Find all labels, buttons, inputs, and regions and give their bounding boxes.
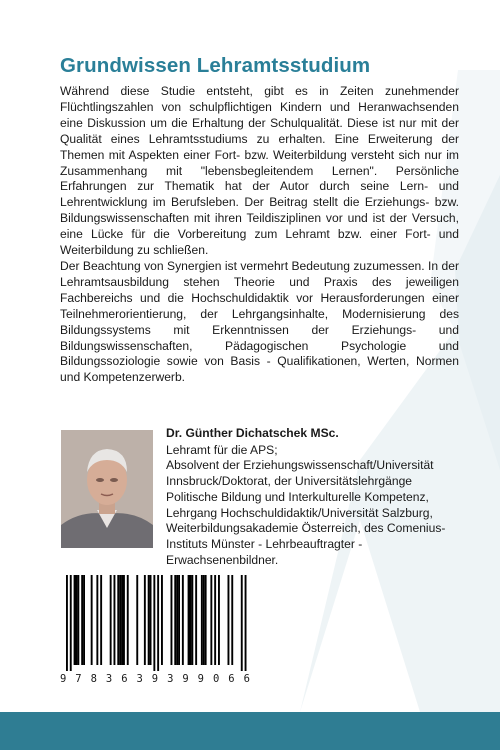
barcode-bar (110, 575, 112, 665)
isbn-digit: 7 (75, 673, 82, 685)
barcode-bars (60, 571, 250, 671)
barcode-bar (136, 575, 138, 665)
isbn-digit: 9 (60, 673, 67, 685)
barcode-bar (190, 575, 192, 665)
barcode-bar (70, 575, 72, 671)
barcode-bar (178, 575, 180, 665)
book-description (60, 84, 459, 386)
barcode-bar (127, 575, 129, 665)
isbn-digit: 6 (121, 673, 128, 685)
isbn-digit: 3 (105, 673, 113, 685)
barcode-bar (83, 575, 85, 665)
barcode-bar (205, 575, 207, 665)
barcode-bar (76, 575, 78, 665)
barcode-bar (77, 575, 79, 665)
barcode-bar (74, 575, 76, 665)
barcode-bar (157, 575, 159, 671)
barcode-bar (148, 575, 150, 665)
barcode-bar (150, 575, 152, 665)
isbn-digit: 3 (167, 673, 174, 685)
description-paragraph: Der Beachtung von Synergien ist vermehrt Bedeutung zuzumessen. In der Lehramtsausbildung stehen Theorie und Praxis des jeweiligen Fachbereichs und die Hochschuldidaktik vor Herausforderungen einer Teilnehmerorientierung, der Lehrgangsinhalte, Modernisierung des Bildungssystems mit Erkenntnissen der Erziehungs- und Bildungswissenschaften, Pädagogischen Psychologie und Bildungssoziologie sowie von Basis - Qualifikationen, Werten, Normen und Kompetenzerwerb. (60, 258, 459, 385)
footer-band (0, 712, 500, 750)
barcode-bar (81, 575, 83, 665)
barcode-bar (121, 575, 123, 665)
author-name: Dr. Günther Dichatschek MSc. (166, 426, 339, 440)
barcode-bar (91, 575, 93, 665)
isbn-digit: 9 (182, 673, 189, 685)
description-paragraph: Während diese Studie entsteht, gibt es in Zeiten zunehmender Flüchtlingszahlen von schulpflichtigen Kindern und Heranwachsenden eine Diskussion um die Erhaltung der Schulqualität. Diese ist nur mit der Qualität eines Lehramtsstudiums zu erhalten. Eine Erweiterung der Themen mit Aspekten einer Fort- bzw. Weiterbildung versteht sich nur im Zusammenhang mit "lebensbegleitendem Lernen". Persönliche Erfahrungen zur Thematik hat der Autor durch seine Lern- und Lehrentwicklung im Berufsleben. Der Beitrag stellt die Erziehungs- bzw. Bildungswissenschaften mit ihren Teildisziplinen vor und ist der Versuch, eine Lücke für die Vorbereitung zum Lehramt bzw. einer Fort- und Weiterbildung zu schließen. (60, 84, 459, 258)
barcode-bar (114, 575, 116, 665)
barcode-bar (191, 575, 193, 665)
barcode-bar (188, 575, 190, 665)
barcode-bar (174, 575, 176, 665)
isbn-digit: 9 (151, 673, 159, 685)
author-bio: Lehramt für die APS; Absolvent der Erziehungswissenschaft/Universität Innsbruck/Doktorat, der Universitätslehrgänge Politische Bildung und Interkulturelle Kompetenz, Lehrgang Hochschuldidaktik/Universität Salzburg, Weiterbildungsakademie Österreich, des Comenius-Instituts Münster - Lehrbeauftragter - Erwachsenenbildner. (166, 442, 446, 567)
barcode-bar (119, 575, 121, 665)
barcode-bar (123, 575, 125, 665)
author-photo (61, 430, 153, 548)
barcode-bar (201, 575, 203, 665)
barcode-bar (161, 575, 163, 665)
barcode-bar (153, 575, 155, 671)
barcode-bar (218, 575, 220, 665)
isbn-digit: 6 (228, 673, 235, 685)
isbn-digit: 9 (197, 673, 204, 685)
barcode-bar (245, 575, 247, 671)
barcode-bar (171, 575, 173, 665)
author-info (166, 426, 466, 568)
book-title: Grundwissen Lehramtsstudium (60, 54, 371, 77)
barcode-bar (182, 575, 184, 665)
author-portrait-image (61, 430, 153, 548)
isbn-digit: 3 (136, 673, 143, 685)
isbn-digit: 6 (243, 673, 250, 685)
isbn-digit: 0 (212, 673, 220, 685)
barcode-bar (66, 575, 68, 671)
isbn-digit: 8 (90, 673, 97, 685)
barcode-bar (144, 575, 146, 665)
barcode-bar (100, 575, 102, 665)
barcode-bar (176, 575, 178, 665)
barcode-bar (231, 575, 233, 665)
barcode-bar (117, 575, 119, 665)
barcode-bar (214, 575, 216, 665)
barcode-bar (96, 575, 98, 665)
barcode-bar (210, 575, 212, 665)
barcode-bar (203, 575, 205, 665)
barcode-bar (195, 575, 197, 665)
isbn-number (60, 673, 250, 685)
barcode-bar (228, 575, 230, 665)
barcode-bar (241, 575, 243, 671)
